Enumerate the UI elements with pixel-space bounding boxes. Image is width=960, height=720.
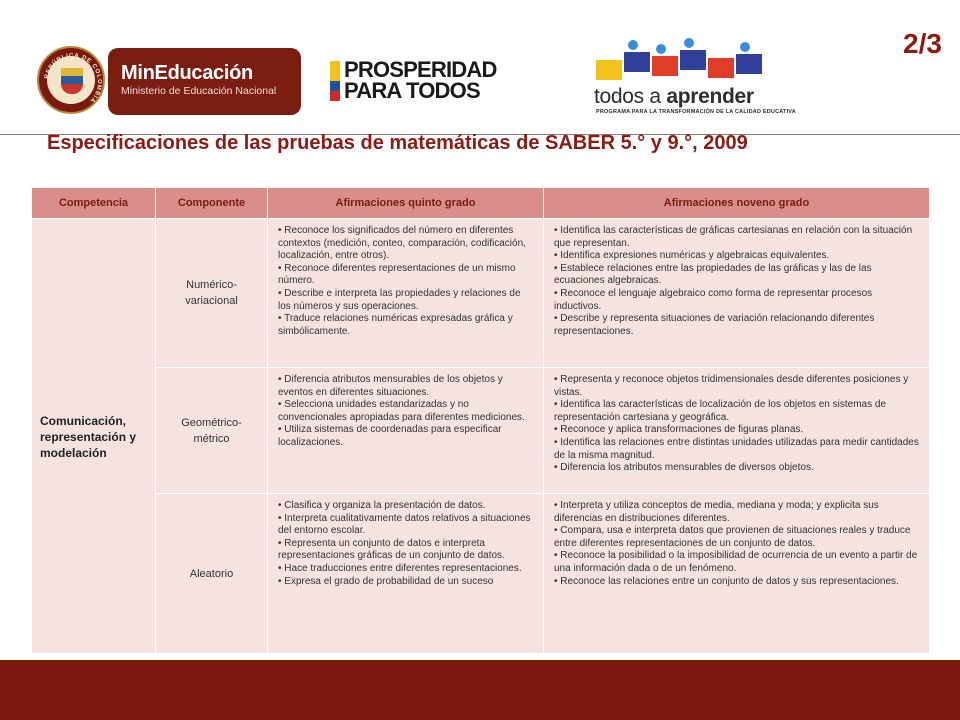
list-item: • Diferencia los atributos mensurables de diversos objetos. xyxy=(554,462,814,474)
list-item: • Compara, usa e interpreta datos que provienen de situaciones reales y traduce entre diferentes representaciones de un conjunto de datos. xyxy=(554,525,911,549)
prosperidad-logo xyxy=(344,59,497,101)
slide-header xyxy=(0,0,960,135)
quinto-cell xyxy=(268,219,544,368)
slide-title: Especificaciones de las pruebas de matemáticas de SABER 5.° y 9.°, 2009 xyxy=(47,132,748,154)
list-item: • Identifica las relaciones entre distintas unidades utilizadas para medir cantidades de la misma magnitud. xyxy=(554,436,919,461)
table-row xyxy=(32,368,930,494)
red-block-icon xyxy=(652,56,678,76)
prosperidad-line2: PARA TODOS xyxy=(344,78,480,103)
prosperidad-line1: PROSPERIDAD xyxy=(344,57,497,82)
figure-head-icon-2 xyxy=(656,44,666,54)
componente-cell: Geométrico-métrico xyxy=(156,368,268,494)
list-item: • Reconoce los significados del número en diferentes contextos (medición, conteo, comparación, codificación, localización, entre otros). xyxy=(278,225,526,262)
list-item: • Clasifica y organiza la presentación de datos. xyxy=(278,500,486,511)
componente-cell: Numérico-variacional xyxy=(156,219,268,368)
list-item: • Utiliza sistemas de coordenadas para especificar localizaciones. xyxy=(278,424,502,448)
todos-a-aprender-logo xyxy=(594,38,794,118)
yellow-block-icon xyxy=(596,60,622,80)
list-item: • Reconoce las relaciones entre un conjunto de datos y sus representaciones. xyxy=(554,575,899,587)
colombia-seal-icon xyxy=(37,46,105,114)
figure-head-icon xyxy=(628,40,638,50)
mineducacion-subtitle: Ministerio de Educación Nacional xyxy=(121,85,277,97)
list-item: • Describe y representa situaciones de variación relacionando diferentes representaciones. xyxy=(554,313,875,337)
noveno-cell xyxy=(544,368,930,494)
header-afirmaciones-noveno: Afirmaciones noveno grado xyxy=(544,188,930,219)
list-item: • Reconoce y aplica transformaciones de figuras planas. xyxy=(554,424,804,436)
list-item: • Reconoce la posibilidad o la imposibilidad de ocurrencia de un evento a partir de una información dada o de un fenómeno. xyxy=(554,550,918,574)
list-item: • Expresa el grado de probabilidad de un suceso xyxy=(278,575,494,587)
list-item: • Representa un conjunto de datos e interpreta representaciones gráficas de un conjunto de datos. xyxy=(278,537,505,562)
list-item: • Establece relaciones entre las propiedades de las gráficas y las de las ecuaciones algebraicas. xyxy=(554,262,872,287)
quinto-cell xyxy=(268,494,544,654)
table-row xyxy=(32,219,930,368)
colombia-flag-icon xyxy=(330,61,340,101)
page-number: 2/3 xyxy=(903,28,942,59)
blue-block-icon-2 xyxy=(680,50,706,70)
mineducacion-logo xyxy=(108,48,301,115)
aprender-text: aprender xyxy=(666,85,754,108)
list-item: • Reconoce el lenguaje algebraico como forma de representar procesos inductivos. xyxy=(554,287,873,312)
figure-head-icon-4 xyxy=(740,42,750,52)
todos-a-aprender-wordmark xyxy=(594,85,754,109)
todos-tagline: PROGRAMA PARA LA TRANSFORMACIÓN DE LA CALIDAD EDUCATIVA xyxy=(596,109,796,115)
list-item: • Representa y reconoce objetos tridimensionales desde diferentes posiciones y vistas. xyxy=(554,374,909,398)
header-componente: Componente xyxy=(156,188,268,219)
list-item: • Hace traducciones entre diferentes representaciones. xyxy=(278,562,522,574)
todos-a-text: todos a xyxy=(594,85,667,108)
list-item: • Describe e interpreta las propiedades y relaciones de los números y sus operaciones. xyxy=(278,287,521,312)
list-item: • Identifica las características de gráficas cartesianas en relación con la situación que representan. xyxy=(554,225,913,249)
seal-text: REPÚBLICA DE COLOMBIA xyxy=(44,52,103,104)
list-item: • Interpreta cualitativamente datos relativos a situaciones del entorno escolar. xyxy=(278,512,531,537)
header-competencia: Competencia xyxy=(32,188,156,219)
list-item: • Interpreta y utiliza conceptos de media, mediana y moda; y explicita sus diferencias en distribuciones diferentes. xyxy=(554,500,879,524)
blue-block-icon-3 xyxy=(736,54,762,74)
header-afirmaciones-quinto: Afirmaciones quinto grado xyxy=(268,188,544,219)
quinto-cell xyxy=(268,368,544,494)
figure-head-icon-3 xyxy=(684,38,694,48)
footer-bar xyxy=(0,660,960,720)
table-header-row xyxy=(32,188,930,219)
list-item: • Diferencia atributos mensurables de los objetos y eventos en diferentes situaciones. xyxy=(278,374,503,398)
specifications-table xyxy=(31,187,930,654)
specifications-table-wrapper xyxy=(31,187,929,654)
noveno-cell xyxy=(544,494,930,654)
table-row xyxy=(32,494,930,654)
competencia-cell: Comunicación, representación y modelación xyxy=(32,219,156,654)
svg-text:REPÚBLICA DE COLOMBIA xyxy=(44,53,102,104)
list-item: • Reconoce diferentes representaciones de un mismo número. xyxy=(278,262,516,287)
componente-cell: Aleatorio xyxy=(156,494,268,654)
noveno-cell xyxy=(544,219,930,368)
list-item: • Traduce relaciones numéricas expresadas gráfica y simbólicamente. xyxy=(278,313,513,337)
list-item: • Identifica expresiones numéricas y algebraicas equivalentes. xyxy=(554,250,830,262)
red-block-icon-2 xyxy=(708,58,734,78)
seal-text-ring xyxy=(39,48,107,116)
list-item: • Identifica las características de localización de los objetos en sistemas de representación cartesiana y geográfica. xyxy=(554,399,887,423)
mineducacion-title: MinEducación xyxy=(121,62,253,84)
list-item: • Selecciona unidades estandarizadas y no convencionales apropiadas para diferentes mediciones. xyxy=(278,399,525,423)
blue-block-icon xyxy=(624,52,650,72)
